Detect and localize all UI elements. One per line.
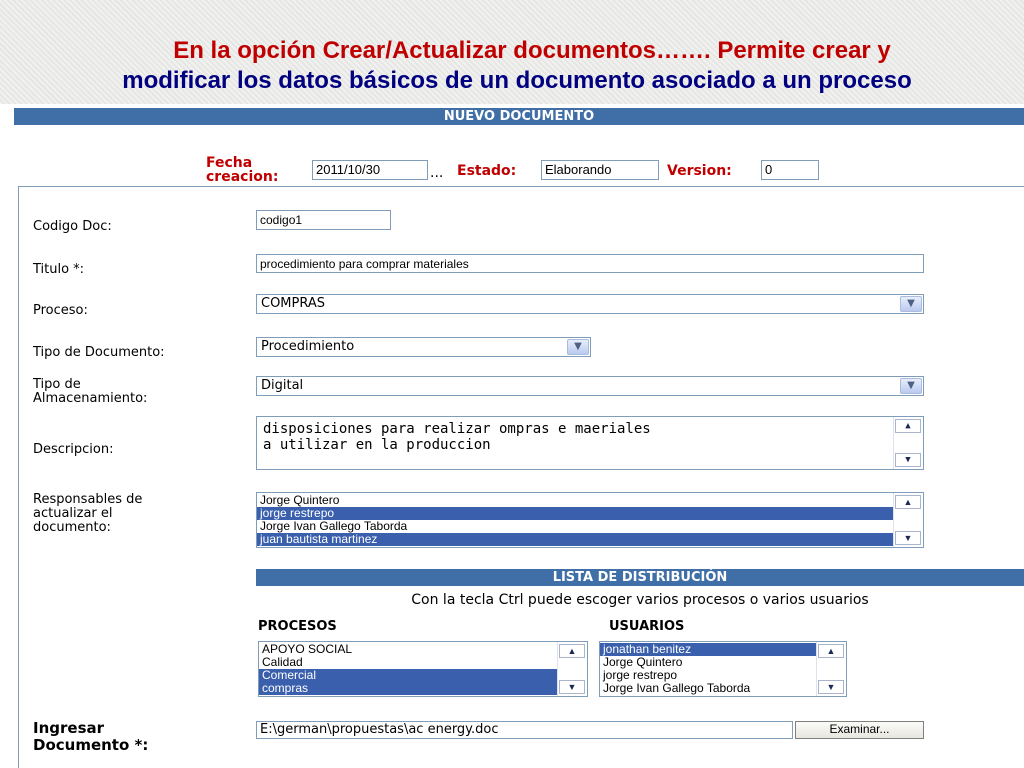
descripcion-scrollbar[interactable]	[893, 417, 923, 469]
lista-distribucion-header: LISTA DE DISTRIBUCIÓN	[256, 569, 1024, 586]
list-item[interactable]: APOYO SOCIAL	[262, 642, 353, 656]
usuarios-listbox[interactable]	[599, 641, 847, 697]
descripcion-label: Descripcion:	[33, 442, 114, 457]
tipo-documento-select-value: Procedimiento	[261, 339, 355, 354]
scroll-up-icon[interactable]: ▲	[895, 495, 921, 509]
procesos-label: PROCESOS	[258, 619, 337, 634]
scroll-down-icon[interactable]: ▼	[895, 531, 921, 545]
proceso-select-value: COMPRAS	[261, 296, 326, 311]
chevron-down-icon[interactable]: ▼	[900, 296, 922, 312]
fecha-input[interactable]: 2011/10/30	[312, 160, 428, 180]
ingresar-documento-label: Ingresar Documento *:	[33, 719, 149, 754]
fecha-dots: ...	[430, 165, 444, 181]
chevron-down-icon[interactable]: ▼	[900, 378, 922, 394]
descripcion-line2: a utilizar en la produccion	[263, 437, 491, 453]
list-item[interactable]: jorge restrepo	[603, 668, 678, 682]
version-input[interactable]: 0	[761, 160, 819, 180]
proceso-label: Proceso:	[33, 303, 88, 318]
tipo-documento-label: Tipo de Documento:	[33, 345, 165, 360]
version-label: Version:	[667, 163, 732, 179]
list-item[interactable]: jorge restrepo	[257, 507, 893, 520]
scroll-down-icon[interactable]: ▼	[818, 680, 844, 694]
ctrl-hint: Con la tecla Ctrl puede escoger varios procesos o varios usuarios	[411, 592, 869, 608]
responsables-listbox[interactable]	[256, 492, 924, 548]
tipo-almacenamiento-select[interactable]	[256, 376, 924, 396]
procesos-scrollbar[interactable]	[557, 642, 587, 696]
fecha-label: Fecha creacion:	[206, 155, 279, 185]
list-item[interactable]: Calidad	[262, 655, 303, 669]
examinar-button[interactable]: Examinar...	[795, 721, 924, 739]
descripcion-textarea[interactable]	[256, 416, 924, 470]
list-item[interactable]: Jorge Quintero	[260, 493, 340, 507]
estado-input[interactable]: Elaborando	[541, 160, 659, 180]
scroll-down-icon[interactable]: ▼	[559, 680, 585, 694]
tipo-almacenamiento-label: Tipo de Almacenamiento:	[33, 377, 148, 406]
slide-title-line2: modificar los datos básicos de un documento asociado a un proceso	[122, 67, 912, 94]
codigo-label: Codigo Doc:	[33, 219, 112, 234]
list-item[interactable]: Jorge Quintero	[603, 655, 683, 669]
list-item[interactable]: compras	[259, 682, 557, 695]
usuarios-scrollbar[interactable]	[816, 642, 846, 696]
scroll-down-icon[interactable]: ▼	[895, 453, 921, 467]
list-item[interactable]: juan bautista martinez	[257, 533, 893, 546]
codigo-input[interactable]: codigo1	[256, 210, 391, 230]
tipo-documento-select[interactable]	[256, 337, 591, 357]
file-path-input[interactable]: E:\german\propuestas\ac energy.doc	[256, 721, 793, 739]
titulo-label: Titulo *:	[33, 262, 85, 277]
list-item[interactable]: Comercial	[259, 669, 557, 682]
slide-title	[0, 36, 1024, 96]
estado-label: Estado:	[457, 163, 517, 179]
nuevo-documento-header: NUEVO DOCUMENTO	[14, 108, 1024, 125]
proceso-select[interactable]	[256, 294, 924, 314]
procesos-listbox[interactable]	[258, 641, 588, 697]
slide-title-line1: En la opción Crear/Actualizar documentos……. Permite crear y	[173, 37, 891, 64]
scroll-up-icon[interactable]: ▲	[559, 644, 585, 658]
list-item[interactable]: Jorge Ivan Gallego Taborda	[260, 519, 408, 533]
responsables-scrollbar[interactable]	[893, 493, 923, 547]
tipo-almacenamiento-select-value: Digital	[261, 378, 304, 393]
list-item[interactable]: jonathan benitez	[600, 643, 816, 656]
descripcion-line1: disposiciones para realizar ompras e maeriales	[263, 421, 651, 437]
usuarios-label: USUARIOS	[609, 619, 685, 634]
titulo-input[interactable]: procedimiento para comprar materiales	[256, 254, 924, 273]
chevron-down-icon[interactable]: ▼	[567, 339, 589, 355]
list-item[interactable]: Jorge Ivan Gallego Taborda	[603, 681, 751, 695]
scroll-up-icon[interactable]: ▲	[895, 419, 921, 433]
responsables-label: Responsables de actualizar el documento:	[33, 492, 143, 535]
scroll-up-icon[interactable]: ▲	[818, 644, 844, 658]
